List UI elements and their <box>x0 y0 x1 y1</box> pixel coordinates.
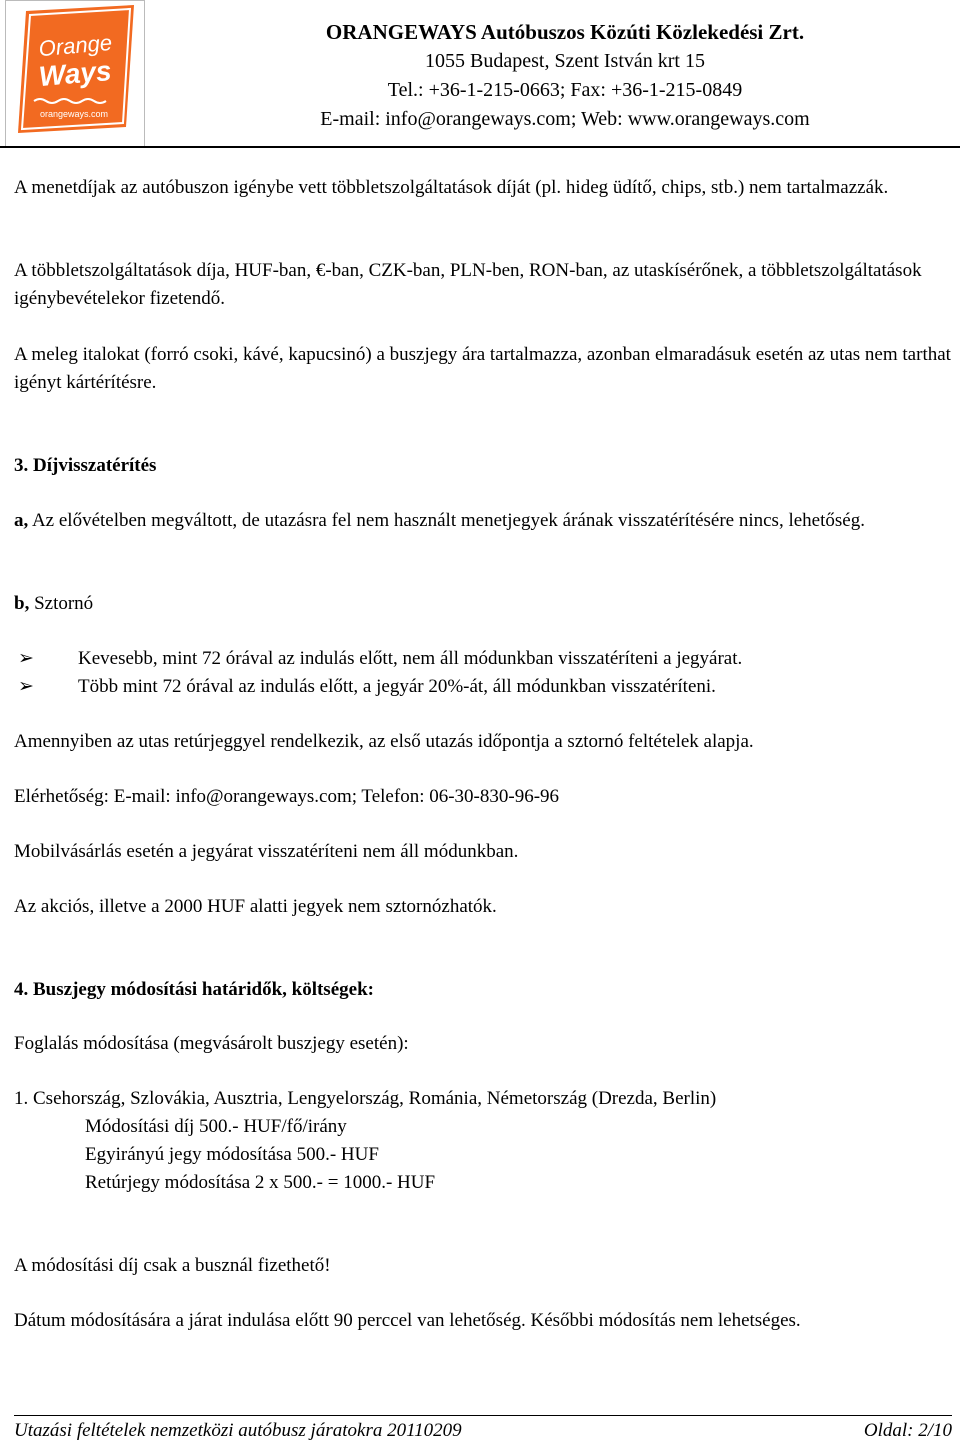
list-item-countries: 1. Csehország, Szlovákia, Ausztria, Lengyelország, Románia, Németország (Drezda, Berlin) <box>14 1088 717 1109</box>
bullet-text: Több mint 72 órával az indulás előtt, a jegyár 20%-át, áll módunkban visszatéríteni. <box>78 676 716 697</box>
list-item <box>18 673 716 701</box>
paragraph-extras-payment: A többletszolgáltatások díja, HUF-ban, €-ban, CZK-ban, PLN-ben, RON-ban, az utaskísérőnek, a többletszolgáltatások igénybevételekor fizetendő. <box>14 260 922 309</box>
logo-word-ways: Ways <box>37 54 113 93</box>
logo-graphic <box>6 1 144 147</box>
sub-item-modification-fee: Módosítási díj 500.- HUF/fő/irány <box>85 1116 347 1137</box>
item-a-label: a, <box>14 510 29 531</box>
orangeways-logo <box>5 0 145 148</box>
company-info <box>180 18 950 134</box>
company-email-web: E-mail: info@orangeways.com; Web: www.orangeways.com <box>320 108 810 130</box>
document-header <box>0 0 960 150</box>
paragraph-extras-not-included: A menetdíjak az autóbuszon igénybe vett többletszolgáltatások díját (pl. hideg üdítő, chips, stb.) nem tartalmazzák. <box>14 177 889 198</box>
sub-item-return: Retúrjegy módosítása 2 x 500.- = 1000.- HUF <box>85 1172 436 1193</box>
item-b-text: Sztornó <box>29 593 94 614</box>
company-phone-fax: Tel.: +36-1-215-0663; Fax: +36-1-215-0849 <box>387 79 743 101</box>
paragraph-date-change: Dátum módosítására a járat indulása előtt 90 perccel van lehetőség. Későbbi módosítás nem lehetséges. <box>14 1310 801 1331</box>
header-divider <box>0 146 960 148</box>
paragraph-promo-tickets: Az akciós, illetve a 2000 HUF alatti jegyek nem sztornózhatók. <box>14 896 497 917</box>
bullet-text: Kevesebb, mint 72 órával az indulás előtt, nem áll módunkban visszatéríteni a jegyárat. <box>78 648 743 669</box>
company-address: 1055 Budapest, Szent István krt 15 <box>425 50 705 72</box>
paragraph-booking-change: Foglalás módosítása (megvásárolt buszjegy esetén): <box>14 1033 409 1054</box>
section-3-heading: 3. Díjvisszatérítés <box>14 455 157 476</box>
paragraph-hot-drinks: A meleg italokat (forró csoki, kávé, kapucsinó) a buszjegy ára tartalmazza, azonban elmaradásuk esetén az utas nem tarthat igényt kártérítésre. <box>14 344 951 393</box>
paragraph-return-ticket: Amennyiben az utas retúrjeggyel rendelkezik, az első utazás időpontja a sztornó feltételek alapja. <box>14 731 754 752</box>
footer-page-number: Oldal: 2/10 <box>863 1420 952 1441</box>
paragraph-a <box>14 507 954 535</box>
item-a-text: Az elővételben megváltott, de utazásra fel nem használt menetjegyek árának visszatérítésére nincs, lehetőség. <box>28 510 865 531</box>
sub-item-one-way: Egyirányú jegy módosítása 500.- HUF <box>85 1144 379 1165</box>
paragraph-fee-payable: A módosítási díj csak a busznál fizethető! <box>14 1255 331 1276</box>
item-b-label: b, <box>14 593 30 614</box>
footer-document-title: Utazási feltételek nemzetközi autóbusz járatokra 20110209 <box>14 1420 462 1441</box>
paragraph-b <box>14 590 954 618</box>
arrow-bullet-icon: ➢ <box>18 676 34 697</box>
logo-word-orange: Orange <box>37 29 113 62</box>
list-item <box>18 645 742 673</box>
company-name: ORANGEWAYS Autóbuszos Közúti Közlekedési Zrt. <box>325 20 805 44</box>
arrow-bullet-icon: ➢ <box>18 648 34 669</box>
page-footer <box>14 1415 952 1443</box>
section-4-heading: 4. Buszjegy módosítási határidők, költségek: <box>14 979 374 1000</box>
logo-url: orangeways.com <box>39 109 109 119</box>
paragraph-contact: Elérhetőség: E-mail: info@orangeways.com; Telefon: 06-30-830-96-96 <box>14 786 560 807</box>
paragraph-mobile-purchase: Mobilvásárlás esetén a jegyárat visszatéríteni nem áll módunkban. <box>14 841 519 862</box>
